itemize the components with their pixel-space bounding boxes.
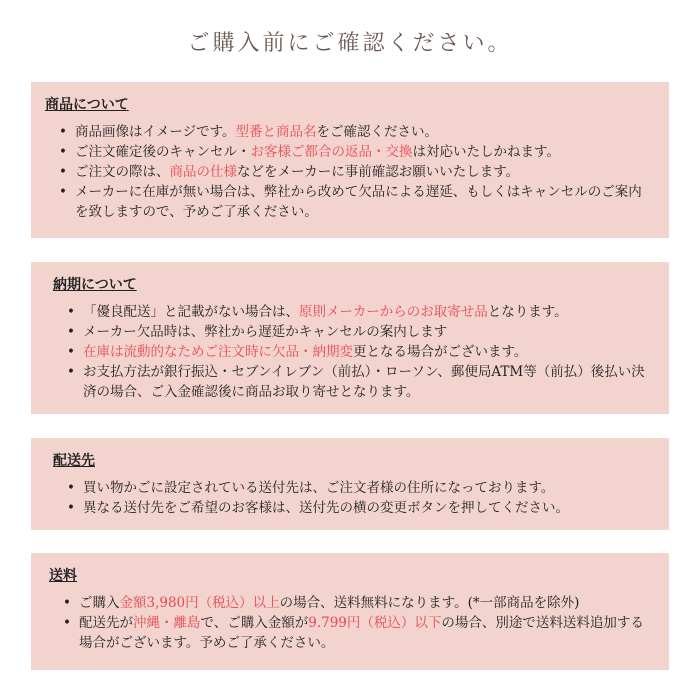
item-text: 「優良配送」と記載がない場合は、 (83, 304, 299, 320)
item-text: メーカーに在庫が無い場合は、弊社から改めて欠品による遅延、もしくはキャンセルのご案内を致しますので、予めご了承ください。 (75, 184, 642, 220)
list-item (75, 162, 655, 182)
highlight-text: 沖縄・離島 (133, 615, 201, 631)
item-text: ご購入 (79, 595, 120, 611)
item-text: ご注文の際は、 (75, 164, 170, 180)
list-item (83, 322, 655, 342)
item-text: お支払方法が銀行振込・セブンイレブン（前払）・ローソン、郵便局ATM等（前払）後払い決済の場合、ご入金確認後に商品お取り寄せとなります。 (83, 364, 645, 400)
highlight-text: 商品の仕様 (169, 164, 237, 180)
bullet-list (53, 478, 655, 518)
item-text: は対応いたしかねます。 (412, 144, 560, 160)
list-item (83, 478, 655, 498)
item-text: 異なる送付先をご希望のお客様は、送付先の横の変更ボタンを押してください。 (83, 500, 569, 516)
item-text: メーカー欠品時は、弊社から遅延かキャンセルの案内します (83, 324, 448, 340)
highlight-text: お客様ご都合の返品・交換 (250, 144, 413, 160)
section-product (31, 82, 669, 238)
section-heading: 配送先 (53, 453, 95, 469)
section-heading: 納期について (53, 277, 137, 293)
highlight-text: 金額3,980円（税込）以上 (119, 595, 280, 611)
section-delivery-time (31, 262, 669, 414)
section-shipping-fee (31, 553, 669, 670)
list-item (75, 122, 655, 142)
list-item (75, 142, 655, 162)
section-heading: 商品について (45, 97, 129, 113)
item-text: の場合、別途で送料送料追加する場合がございます。予めご了承ください。 (79, 615, 644, 651)
highlight-text: 9.799円（税込）以下 (308, 615, 442, 631)
page-title: ご購入前にご確認ください。 (187, 31, 513, 56)
item-text: 買い物かごに設定されている送付先は、ご注文者様の住所になっております。 (83, 480, 555, 496)
list-item (79, 593, 655, 613)
item-text: となります。 (487, 304, 568, 320)
item-text: ご注文確定後のキャンセル・ (75, 144, 251, 160)
list-item (75, 182, 655, 222)
item-text: 配送先が (79, 615, 133, 631)
highlight-text: 在庫は流動的なためご注文時に欠品・納期変 (83, 344, 353, 360)
section-heading: 送料 (49, 568, 77, 584)
list-item (83, 498, 655, 518)
list-item (83, 342, 655, 362)
item-text: 商品画像はイメージです。 (75, 124, 236, 140)
bullet-list (53, 302, 655, 402)
item-text: 更となる場合がございます。 (353, 344, 528, 360)
list-item (83, 362, 655, 402)
item-text: をご確認ください。 (316, 124, 439, 140)
item-text: で、ご購入金額が (200, 615, 309, 631)
highlight-text: 型番と商品名 (235, 124, 317, 140)
bullet-list (45, 122, 655, 222)
list-item (83, 302, 655, 322)
item-text: などをメーカーに事前確認お願いいたします。 (237, 164, 520, 180)
bullet-list (49, 593, 655, 653)
list-item (79, 613, 655, 653)
highlight-text: 原則メーカーからのお取寄せ品 (299, 304, 488, 320)
section-shipping-address (31, 438, 669, 530)
item-text: の場合、送料無料になります。(*一部商品を除外) (279, 595, 580, 611)
